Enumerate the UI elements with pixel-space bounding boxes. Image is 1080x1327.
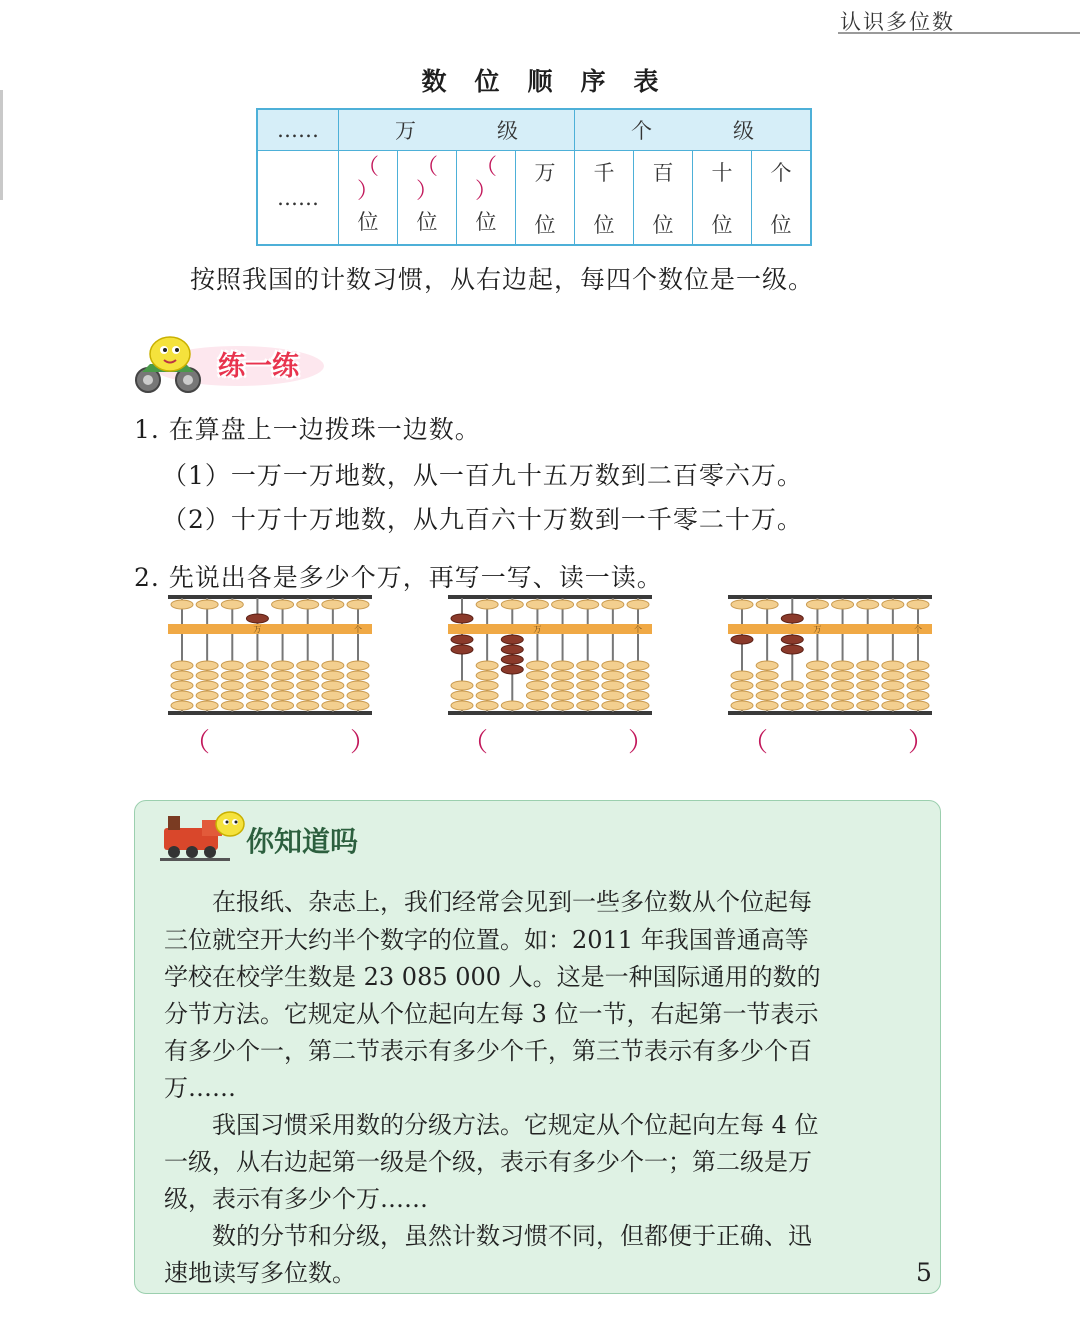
abacus-figure-3	[728, 594, 932, 716]
abacus-bead	[297, 600, 319, 609]
abacus-bead	[832, 600, 854, 609]
abacus-bead	[347, 671, 369, 680]
blank-close: ）	[356, 178, 379, 204]
abacus-wan-label: 万	[253, 625, 262, 634]
abacus-bead	[857, 701, 879, 710]
abacus-bead	[627, 671, 649, 680]
abacus-bead	[322, 681, 344, 690]
abacus-bead	[602, 691, 624, 700]
abacus-bottom-frame	[168, 711, 372, 715]
blank-open: （	[415, 154, 438, 180]
abacus-bead	[552, 600, 574, 609]
abacus-bead	[476, 691, 498, 700]
abacus-bead	[806, 701, 828, 710]
abacus-bottom-frame	[728, 711, 932, 715]
abacus-top-frame	[168, 595, 372, 599]
unit-label: 位	[475, 209, 497, 234]
abacus-bead	[322, 701, 344, 710]
abacus-bead	[627, 701, 649, 710]
place-ge	[752, 151, 812, 246]
abacus-bead-active	[501, 665, 523, 674]
abacus-bead-active	[781, 635, 803, 644]
abacus-bead	[756, 661, 778, 670]
abacus-bead	[602, 671, 624, 680]
blank-place-1[interactable]	[339, 151, 398, 246]
abacus-bead-active	[246, 614, 268, 623]
unit-label: 位	[357, 209, 379, 234]
abacus-bead	[577, 701, 599, 710]
running-head-text: 认识多位数	[840, 10, 955, 34]
abacus-bead	[552, 681, 574, 690]
abacus-bead	[756, 600, 778, 609]
abacus-wan-label: 万	[533, 625, 542, 634]
abacus-bead	[882, 701, 904, 710]
abacus-bead	[526, 701, 548, 710]
abacus-bead	[552, 661, 574, 670]
counting-rule-text: 按照我国的计数习惯，从右边起，每四个数位是一级。	[190, 265, 815, 294]
info-paragraph-line: 速地读写多位数。	[164, 1259, 356, 1287]
abacus-bead	[526, 661, 548, 670]
place-shi	[693, 151, 752, 246]
abacus-bead	[781, 681, 803, 690]
abacus-bead	[272, 671, 294, 680]
abacus-bead	[806, 691, 828, 700]
place-value-table	[256, 108, 812, 246]
info-paragraph-line: 数的分节和分级，虽然计数习惯不同，但都便于正确、迅	[164, 1222, 812, 1250]
header-ellipsis: ……	[257, 109, 339, 151]
abacus-bead	[907, 681, 929, 690]
unit-label: 位	[711, 212, 733, 237]
info-paragraph-line: 万……	[164, 1074, 236, 1102]
abacus-bead	[577, 661, 599, 670]
table-title: 数位顺序表	[421, 67, 687, 96]
abacus-bead	[882, 691, 904, 700]
abacus-bead	[857, 681, 879, 690]
abacus-bead	[577, 691, 599, 700]
abacus-bead	[221, 701, 243, 710]
abacus-bead	[221, 671, 243, 680]
abacus-bead	[526, 671, 548, 680]
table-body-row	[257, 151, 811, 246]
question-1-part-2: （2）十万十万地数，从九百六十万数到一千零二十万。	[162, 505, 803, 534]
abacus-bead	[577, 600, 599, 609]
abacus-bead	[297, 671, 319, 680]
abacus-bead-active	[451, 614, 473, 623]
abacus-bead	[552, 691, 574, 700]
header-wan-level: 万 级	[339, 109, 575, 151]
abacus-bottom-frame	[448, 711, 652, 715]
abacus-bead	[246, 681, 268, 690]
unit-label: 位	[770, 212, 792, 237]
abacus-bead	[627, 600, 649, 609]
abacus-bead	[907, 661, 929, 670]
abacus-bead	[171, 681, 193, 690]
abacus-bead	[552, 701, 574, 710]
abacus-bead	[756, 681, 778, 690]
abacus-ge-label: 个	[354, 625, 362, 634]
abacus-bead	[347, 600, 369, 609]
abacus-bead	[196, 671, 218, 680]
blank-open: （	[356, 154, 379, 180]
abacus-bead	[907, 691, 929, 700]
abacus-bead	[501, 600, 523, 609]
abacus-bead	[602, 600, 624, 609]
blank-open: （	[474, 154, 497, 180]
abacus-bead	[322, 691, 344, 700]
abacus-bead	[347, 701, 369, 710]
abacus-bead	[322, 671, 344, 680]
unit-label: 位	[416, 209, 438, 234]
abacus-bead	[272, 691, 294, 700]
abacus-bead	[731, 681, 753, 690]
question-2: 2. 先说出各是多少个万，再写一写、读一读。	[134, 563, 663, 592]
answer-blank-3-open: （	[742, 728, 769, 758]
info-paragraph-line: 学校在校学生数是 23 085 000 人。这是一种国际通用的数的	[164, 963, 821, 991]
abacus-bead	[221, 600, 243, 609]
abacus-bead	[756, 701, 778, 710]
place-name: 百	[652, 160, 674, 185]
answer-blank-1-close: ）	[350, 728, 377, 758]
answer-blank-1-open: （	[184, 728, 211, 758]
question-1-part-1: （1）一万一万地数，从一百九十五万数到二百零六万。	[162, 461, 803, 490]
abacus-bead	[297, 701, 319, 710]
abacus-bead	[731, 600, 753, 609]
abacus-bead	[171, 691, 193, 700]
abacus-bead	[627, 681, 649, 690]
place-wan	[516, 151, 575, 246]
abacus-bead	[907, 701, 929, 710]
abacus-beam	[168, 624, 372, 634]
abacus-bead	[526, 600, 548, 609]
abacus-bead-active	[501, 635, 523, 644]
abacus-bead	[806, 681, 828, 690]
abacus-bead	[476, 701, 498, 710]
abacus-bead	[347, 691, 369, 700]
abacus-bead	[451, 701, 473, 710]
info-paragraph-line: 在报纸、杂志上，我们经常会见到一些多位数从个位起每	[164, 888, 812, 916]
abacus-bead	[781, 691, 803, 700]
abacus-bead-active	[731, 635, 753, 644]
unit-label: 位	[534, 212, 556, 237]
abacus-bead	[552, 671, 574, 680]
abacus-beam	[728, 624, 932, 634]
abacus-bead	[347, 661, 369, 670]
abacus-bead	[857, 671, 879, 680]
abacus-top-frame	[728, 595, 932, 599]
abacus-bead	[476, 671, 498, 680]
abacus-bead	[882, 681, 904, 690]
abacus-bead	[322, 600, 344, 609]
table-header-row	[257, 109, 811, 151]
abacus-bead	[832, 691, 854, 700]
page-edge-mark	[0, 90, 3, 200]
abacus-bead	[602, 681, 624, 690]
abacus-bead-active	[451, 645, 473, 654]
abacus-bead	[857, 691, 879, 700]
abacus-bead	[476, 681, 498, 690]
abacus-bead	[501, 701, 523, 710]
info-paragraph-line: 有多少个一，第二节表示有多少个千，第三节表示有多少个百	[164, 1037, 812, 1065]
abacus-bead	[806, 661, 828, 670]
abacus-bead-active	[501, 645, 523, 654]
header-ge-level: 个 级	[575, 109, 812, 151]
abacus-bead	[756, 671, 778, 680]
abacus-bead	[221, 691, 243, 700]
abacus-bead	[602, 661, 624, 670]
place-bai	[634, 151, 693, 246]
abacus-bead	[297, 681, 319, 690]
answer-blank-2-open: （	[462, 728, 489, 758]
abacus-bead	[272, 681, 294, 690]
abacus-bead	[347, 681, 369, 690]
abacus-bead	[832, 701, 854, 710]
abacus-bead	[246, 691, 268, 700]
abacus-bead	[907, 600, 929, 609]
abacus-bead	[451, 681, 473, 690]
place-name: 个	[770, 160, 792, 185]
abacus-bead	[806, 600, 828, 609]
abacus-bead	[272, 600, 294, 609]
abacus-bead	[476, 661, 498, 670]
abacus-bead	[476, 600, 498, 609]
abacus-bead	[832, 671, 854, 680]
abacus-bead	[731, 671, 753, 680]
abacus-bead	[882, 661, 904, 670]
did-you-know-title: 你知道吗	[246, 825, 359, 858]
place-name: 十	[711, 160, 733, 185]
abacus-bead	[627, 691, 649, 700]
abacus-bead-active	[451, 635, 473, 644]
page-number: 5	[916, 1258, 932, 1287]
practice-badge-label: 练一练	[218, 351, 299, 382]
abacus-bead	[221, 661, 243, 670]
abacus-bead	[196, 600, 218, 609]
info-paragraph-line: 我国习惯采用数的分级方法。它规定从个位起向左每 4 位	[164, 1111, 819, 1139]
abacus-bead	[246, 661, 268, 670]
place-name: 万	[534, 160, 556, 185]
abacus-bead	[171, 671, 193, 680]
abacus-figure-1	[168, 594, 372, 716]
abacus-bead	[451, 691, 473, 700]
abacus-bead	[297, 691, 319, 700]
abacus-bead	[907, 671, 929, 680]
blank-close: ）	[415, 178, 438, 204]
train-icon	[160, 806, 250, 864]
place-name: 千	[593, 160, 615, 185]
row-ellipsis: ……	[257, 151, 339, 246]
abacus-bead	[272, 701, 294, 710]
abacus-bead	[196, 691, 218, 700]
abacus-bead	[577, 681, 599, 690]
abacus-bead	[221, 681, 243, 690]
abacus-bead	[171, 701, 193, 710]
abacus-bead-active	[781, 614, 803, 623]
abacus-wan-label: 万	[813, 625, 822, 634]
abacus-bead	[832, 681, 854, 690]
abacus-bead	[196, 661, 218, 670]
info-paragraph-line: 一级，从右边起第一级是个级，表示有多少个一；第二级是万	[164, 1148, 812, 1176]
info-paragraph-line: 分节方法。它规定从个位起向左每 3 位一节，右起第一节表示	[164, 1000, 819, 1028]
place-qian	[575, 151, 634, 246]
abacus-bead	[196, 701, 218, 710]
abacus-bead-active	[781, 645, 803, 654]
abacus-bead	[857, 661, 879, 670]
abacus-bead	[526, 681, 548, 690]
abacus-bead-active	[501, 655, 523, 664]
answer-blank-3-close: ）	[908, 728, 935, 758]
abacus-figure-2	[448, 594, 652, 716]
unit-label: 位	[593, 212, 615, 237]
abacus-bead	[171, 661, 193, 670]
abacus-bead	[297, 661, 319, 670]
abacus-bead	[272, 661, 294, 670]
abacus-bead	[322, 661, 344, 670]
abacus-bead	[832, 661, 854, 670]
abacus-bead	[731, 691, 753, 700]
abacus-bead	[526, 691, 548, 700]
blank-close: ）	[474, 178, 497, 204]
abacus-bead	[731, 701, 753, 710]
abacus-ge-label: 个	[634, 625, 642, 634]
abacus-bead	[627, 661, 649, 670]
abacus-bead	[781, 701, 803, 710]
blank-place-3[interactable]	[457, 151, 516, 246]
info-paragraph-line: 三位就空开大约半个数字的位置。如：2011 年我国普通高等	[164, 926, 809, 954]
abacus-bead	[246, 671, 268, 680]
blank-place-2[interactable]	[398, 151, 457, 246]
abacus-bead	[806, 671, 828, 680]
abacus-bead	[577, 671, 599, 680]
unit-label: 位	[652, 212, 674, 237]
abacus-bead	[246, 701, 268, 710]
info-paragraph-line: 级，表示有多少个万……	[164, 1185, 428, 1213]
answer-blank-2-close: ）	[628, 728, 655, 758]
abacus-bead	[602, 701, 624, 710]
abacus-beam	[448, 624, 652, 634]
abacus-bead	[756, 691, 778, 700]
running-head	[838, 2, 1080, 34]
abacus-bead	[196, 681, 218, 690]
abacus-bead	[882, 600, 904, 609]
abacus-bead	[882, 671, 904, 680]
abacus-top-frame	[448, 595, 652, 599]
abacus-bead	[171, 600, 193, 609]
abacus-ge-label: 个	[914, 625, 922, 634]
question-1: 1. 在算盘上一边拨珠一边数。	[134, 415, 481, 444]
abacus-bead	[857, 600, 879, 609]
